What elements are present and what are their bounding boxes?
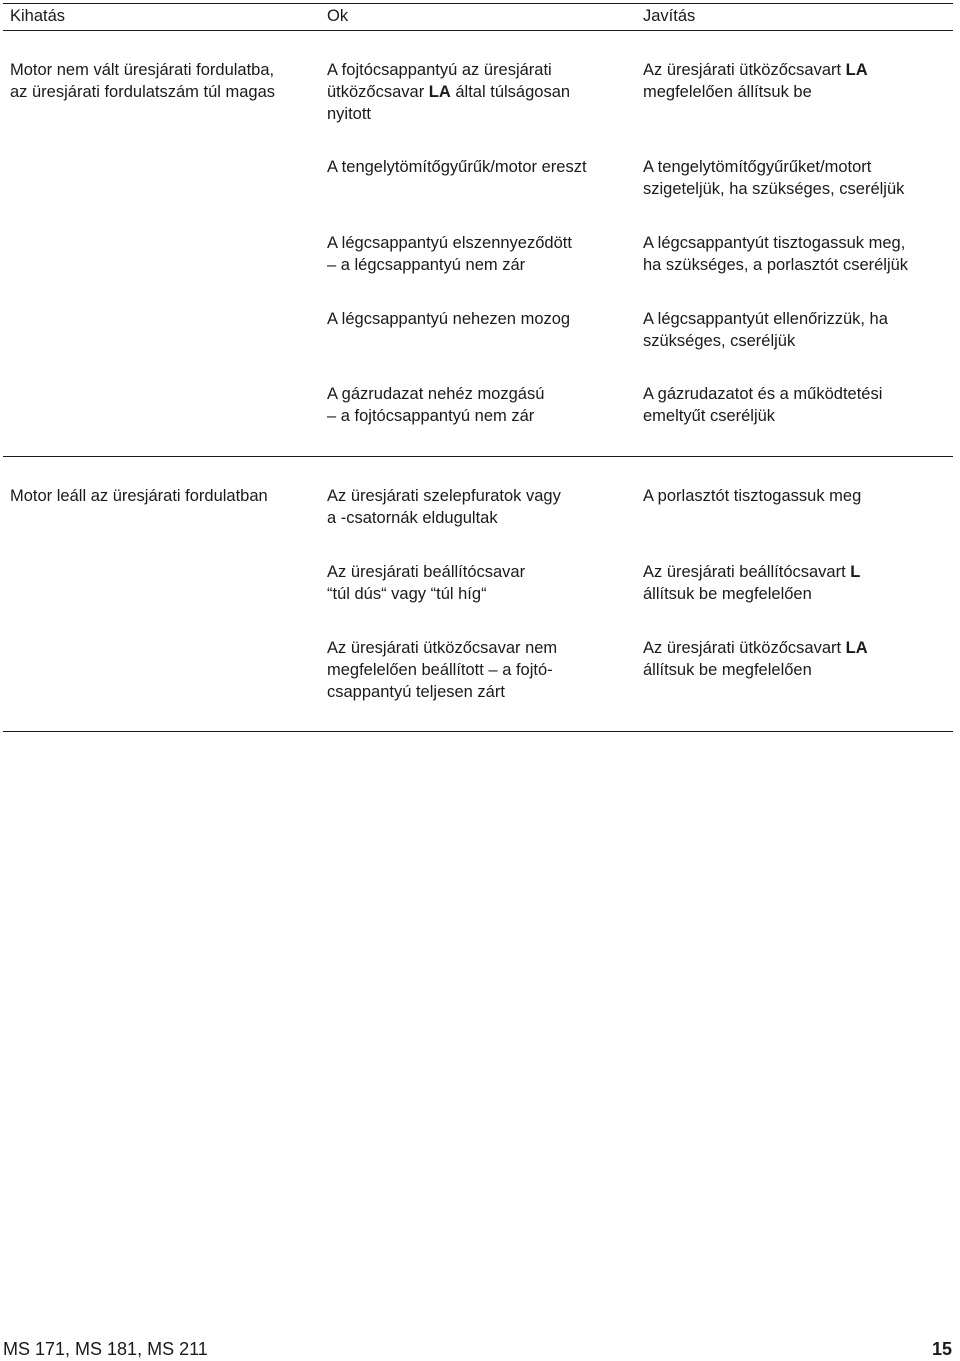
- symptom-cell: Motor nem vált üresjárati fordulatba, az üresjárati fordulatszám túl magas: [10, 61, 276, 101]
- cause-cell: A légcsappantyú elszennyeződött – a légcsappantyú nem zár: [327, 234, 572, 274]
- remedy-cell: A porlasztót tisztogassuk meg: [643, 487, 862, 505]
- cause-cell: A tengelytömítőgyűrűk/motor ereszt: [327, 158, 587, 176]
- cause-cell: A gázrudazat nehéz mozgású – a fojtócsappantyú nem zár: [327, 385, 545, 425]
- cause-cell: Az üresjárati szelepfuratok vagy a -csatornák eldugultak: [327, 487, 561, 527]
- cause-cell: A légcsappantyú nehezen mozog: [327, 310, 571, 328]
- model-list: MS 171, MS 181, MS 211: [3, 1339, 208, 1359]
- remedy-cell: A légcsappantyút ellenőrizzük, ha szükséges, cseréljük: [643, 310, 888, 350]
- header-remedy: Javítás: [643, 7, 696, 25]
- remedy-cell: A tengelytömítőgyűrűket/motort szigeteljük, ha szükséges, cseréljük: [643, 158, 905, 198]
- top-rule: [3, 3, 953, 4]
- remedy-cell: Az üresjárati ütközőcsavart LA állítsuk be megfelelően: [643, 639, 868, 679]
- header-rule: [3, 30, 953, 31]
- remedy-cell: Az üresjárati beállítócsavart L állítsuk be megfelelően: [643, 563, 861, 603]
- bottom-rule: [3, 731, 953, 732]
- page-number: 15: [931, 1339, 952, 1359]
- remedy-cell: A légcsappantyút tisztogassuk meg, ha szükséges, a porlasztót cseréljük: [643, 234, 909, 274]
- header-cause: Ok: [327, 7, 349, 25]
- header-symptom: Kihatás: [10, 7, 66, 25]
- group-rule: [3, 456, 953, 457]
- remedy-cell: Az üresjárati ütközőcsavart LA megfelelően állítsuk be: [643, 61, 868, 101]
- cause-cell: Az üresjárati ütközőcsavar nem megfelelően beállított – a fojtó- csappantyú teljesen zárt: [327, 639, 558, 701]
- symptom-cell: Motor leáll az üresjárati fordulatban: [10, 487, 268, 505]
- remedy-cell: A gázrudazatot és a működtetési emeltyűt cseréljük: [643, 385, 883, 425]
- cause-cell: Az üresjárati beállítócsavar “túl dús“ vagy “túl híg“: [327, 563, 526, 603]
- cause-cell: A fojtócsappantyú az üresjárati ütközőcsavar LA által túlságosan nyitott: [327, 61, 571, 123]
